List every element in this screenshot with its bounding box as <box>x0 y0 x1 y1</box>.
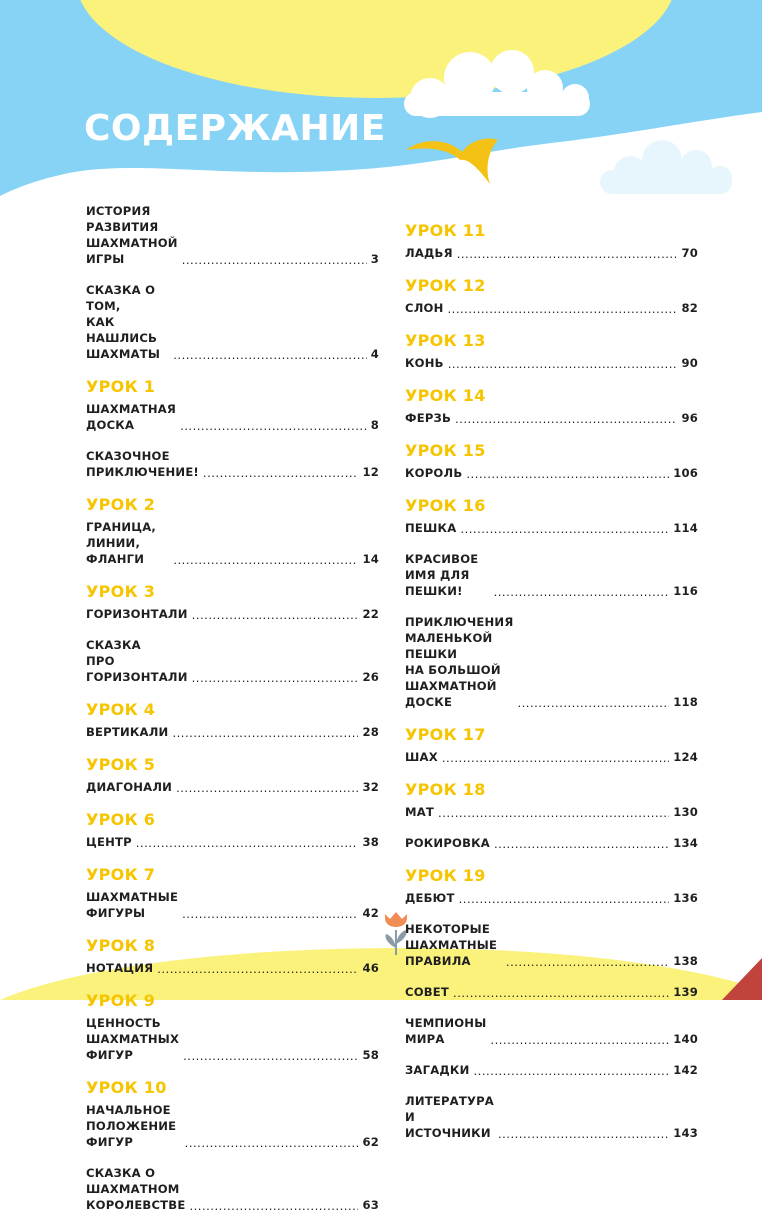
toc-entry[interactable] <box>86 637 379 685</box>
toc-entry[interactable] <box>86 1015 379 1063</box>
dot-leader <box>494 837 669 851</box>
dot-leader <box>448 302 678 316</box>
toc-entry[interactable] <box>86 401 379 433</box>
toc-entry-title: ПРИКЛЮЧЕНИЯ МАЛЕНЬКОЙ ПЕШКИ НА БОЛЬШОЙ ШАХМАТНОЙ ДОСКЕ <box>405 615 514 709</box>
toc-entry[interactable] <box>86 282 379 362</box>
dot-leader <box>182 253 367 267</box>
toc-entry[interactable] <box>405 804 698 820</box>
toc-entry[interactable] <box>405 551 698 599</box>
dot-leader <box>473 1064 669 1078</box>
toc-entry-title: ЗАГАДКИ <box>405 1063 470 1077</box>
lesson-heading: УРОК 19 <box>405 866 486 885</box>
toc-entry-page: 136 <box>673 891 698 905</box>
toc-entry-title: СЛОН <box>405 301 444 315</box>
toc-entry[interactable] <box>405 355 698 371</box>
toc-entry[interactable] <box>405 1062 698 1078</box>
toc-entry[interactable] <box>86 1165 379 1213</box>
lesson-heading: УРОК 8 <box>86 936 156 955</box>
dot-leader <box>192 608 359 622</box>
dot-leader <box>498 1127 669 1141</box>
dot-leader <box>448 357 678 371</box>
toc-left-column <box>86 203 379 1228</box>
lesson-heading: УРОК 7 <box>86 865 156 884</box>
dot-leader <box>157 962 358 976</box>
toc-entry[interactable] <box>86 889 379 921</box>
toc-entry-page: 114 <box>673 521 698 535</box>
lesson-heading: УРОК 9 <box>86 991 156 1010</box>
toc-entry-page: 140 <box>673 1032 698 1046</box>
toc-entry-page: 32 <box>362 780 379 794</box>
toc-entry-page: 58 <box>362 1048 379 1062</box>
toc-entry-title: ФЕРЗЬ <box>405 411 451 425</box>
toc-entry[interactable] <box>405 835 698 851</box>
toc-entry-title: НЕКОТОРЫЕ ШАХМАТНЫЕ ПРАВИЛА <box>405 922 498 968</box>
toc-entry-title: ГРАНИЦА, ЛИНИИ, ФЛАНГИ <box>86 520 156 566</box>
toc-entry[interactable] <box>86 960 379 976</box>
lesson-heading: УРОК 4 <box>86 700 156 719</box>
cloud-icon <box>600 140 732 194</box>
toc-entry[interactable] <box>405 245 698 261</box>
dot-leader <box>176 781 358 795</box>
lesson-heading: УРОК 5 <box>86 755 156 774</box>
toc-entry[interactable] <box>405 1093 698 1141</box>
toc-entry-page: 28 <box>362 725 379 739</box>
dot-leader <box>457 247 678 261</box>
toc-entry-page: 96 <box>681 411 698 425</box>
toc-entry[interactable] <box>86 779 379 795</box>
dot-leader <box>203 466 359 480</box>
toc-entry-title: МАТ <box>405 805 435 819</box>
toc-entry-title: ДИАГОНАЛИ <box>86 780 173 794</box>
toc-entry-page: 130 <box>673 805 698 819</box>
dot-leader <box>173 553 358 567</box>
toc-entry-page: 138 <box>673 954 698 968</box>
toc-entry-page: 139 <box>673 985 698 999</box>
toc-entry[interactable] <box>86 519 379 567</box>
lesson-heading: УРОК 11 <box>405 221 486 240</box>
toc-entry-page: 134 <box>673 836 698 850</box>
toc-entry-page: 8 <box>370 418 379 432</box>
lesson-heading: УРОК 2 <box>86 495 156 514</box>
page-title: СОДЕРЖАНИЕ <box>84 108 386 149</box>
toc-entry-title: ДЕБЮТ <box>405 891 455 905</box>
toc-entry[interactable] <box>86 606 379 622</box>
toc-entry-page: 82 <box>681 301 698 315</box>
toc-entry-page: 26 <box>362 670 379 684</box>
toc-entry-page: 142 <box>673 1063 698 1077</box>
toc-entry-title: ЛАДЬЯ <box>405 246 453 260</box>
toc-entry-page: 46 <box>362 961 379 975</box>
dot-leader <box>136 836 359 850</box>
lesson-heading: УРОК 1 <box>86 377 156 396</box>
lesson-heading: УРОК 18 <box>405 780 486 799</box>
toc-entry-title: СОВЕТ <box>405 985 450 999</box>
toc-entry[interactable] <box>405 465 698 481</box>
toc-entry-title: СКАЗКА О ТОМ, КАК НАШЛИСЬ ШАХМАТЫ <box>86 283 161 361</box>
toc-entry-page: 22 <box>362 607 379 621</box>
lesson-heading: УРОК 6 <box>86 810 156 829</box>
toc-entry-page: 106 <box>673 466 698 480</box>
dot-leader <box>466 467 669 481</box>
dot-leader <box>189 1199 358 1213</box>
toc-entry-page: 12 <box>362 465 379 479</box>
toc-entry[interactable] <box>405 890 698 906</box>
dot-leader <box>490 1033 669 1047</box>
toc-entry-page: 143 <box>673 1126 698 1140</box>
dot-leader <box>182 907 358 921</box>
dot-leader <box>460 522 669 536</box>
toc-entry-title: НОТАЦИЯ <box>86 961 154 975</box>
dot-leader <box>185 1136 359 1150</box>
toc-entry-page: 38 <box>362 835 379 849</box>
ground-corner <box>722 958 762 1000</box>
dot-leader <box>192 671 359 685</box>
toc-entry-page: 63 <box>362 1198 379 1212</box>
toc-entry-title: ЧЕМПИОНЫ МИРА <box>405 1016 487 1046</box>
toc-entry[interactable] <box>405 984 698 1000</box>
toc-entry-page: 14 <box>362 552 379 566</box>
lesson-heading: УРОК 13 <box>405 331 486 350</box>
toc-entry[interactable] <box>405 1015 698 1047</box>
toc-entry-title: КРАСИВОЕ ИМЯ ДЛЯ ПЕШКИ! <box>405 552 479 598</box>
toc-entry-title: ИСТОРИЯ РАЗВИТИЯ ШАХМАТНОЙ ИГРЫ <box>86 204 178 266</box>
lesson-heading: УРОК 14 <box>405 386 486 405</box>
dot-leader <box>172 726 358 740</box>
dot-leader <box>453 986 669 1000</box>
toc-entry-title: СКАЗКА О ШАХМАТНОМ КОРОЛЕВСТВЕ <box>86 1166 186 1212</box>
dot-leader <box>455 412 677 426</box>
toc-entry-title: ЦЕНТР <box>86 835 132 849</box>
dot-leader <box>494 585 670 599</box>
toc-entry-page: 62 <box>362 1135 379 1149</box>
dot-leader <box>173 348 366 362</box>
toc-entry-title: ШАХ <box>405 750 438 764</box>
toc-entry-page: 116 <box>673 584 698 598</box>
toc-entry[interactable] <box>405 520 698 536</box>
dot-leader <box>517 696 669 710</box>
toc-entry[interactable] <box>405 300 698 316</box>
toc-entry-page: 3 <box>370 252 379 266</box>
toc-entry[interactable] <box>86 724 379 740</box>
dot-leader <box>442 751 669 765</box>
toc-entry-title: КОРОЛЬ <box>405 466 463 480</box>
toc-entry-title: РОКИРОВКА <box>405 836 490 850</box>
dot-leader <box>180 419 367 433</box>
toc-entry-title: НАЧАЛЬНОЕ ПОЛОЖЕНИЕ ФИГУР <box>86 1103 177 1149</box>
toc-entry-title: ЛИТЕРАТУРА И ИСТОЧНИКИ <box>405 1094 494 1140</box>
lesson-heading: УРОК 16 <box>405 496 486 515</box>
toc-entry[interactable] <box>405 749 698 765</box>
toc-entry-title: ШАХМАТНАЯ ДОСКА <box>86 402 177 432</box>
toc-entry[interactable] <box>405 410 698 426</box>
toc-entry-title: КОНЬ <box>405 356 444 370</box>
toc-entry-title: ГОРИЗОНТАЛИ <box>86 607 188 621</box>
toc-entry-page: 124 <box>673 750 698 764</box>
lesson-heading: УРОК 10 <box>86 1078 167 1097</box>
dot-leader <box>459 892 670 906</box>
toc-entry-title: ШАХМАТНЫЕ ФИГУРЫ <box>86 890 179 920</box>
toc-entry-title: ЦЕННОСТЬ ШАХМАТНЫХ ФИГУР <box>86 1016 180 1062</box>
toc-entry[interactable] <box>86 448 379 480</box>
toc-entry-title: СКАЗОЧНОЕ ПРИКЛЮЧЕНИЕ! <box>86 449 199 479</box>
dot-leader <box>506 955 669 969</box>
toc-entry-title: ВЕРТИКАЛИ <box>86 725 169 739</box>
toc-entry-page: 118 <box>673 695 698 709</box>
toc-entry-page: 90 <box>681 356 698 370</box>
toc-entry[interactable] <box>86 834 379 850</box>
lesson-heading: УРОК 17 <box>405 725 486 744</box>
lesson-heading: УРОК 12 <box>405 276 486 295</box>
toc-entry-title: СКАЗКА ПРО ГОРИЗОНТАЛИ <box>86 638 188 684</box>
toc-entry-title: ПЕШКА <box>405 521 457 535</box>
lesson-heading: УРОК 3 <box>86 582 156 601</box>
dot-leader <box>183 1049 358 1063</box>
lesson-heading: УРОК 15 <box>405 441 486 460</box>
dot-leader <box>438 806 669 820</box>
toc-entry[interactable] <box>405 614 698 710</box>
toc-entry-page: 4 <box>370 347 379 361</box>
toc-entry[interactable] <box>405 921 698 969</box>
toc-entry-page: 70 <box>681 246 698 260</box>
toc-entry-page: 42 <box>362 906 379 920</box>
toc-entry[interactable] <box>86 1102 379 1150</box>
toc-right-column <box>405 221 698 1156</box>
toc-entry[interactable] <box>86 203 379 267</box>
